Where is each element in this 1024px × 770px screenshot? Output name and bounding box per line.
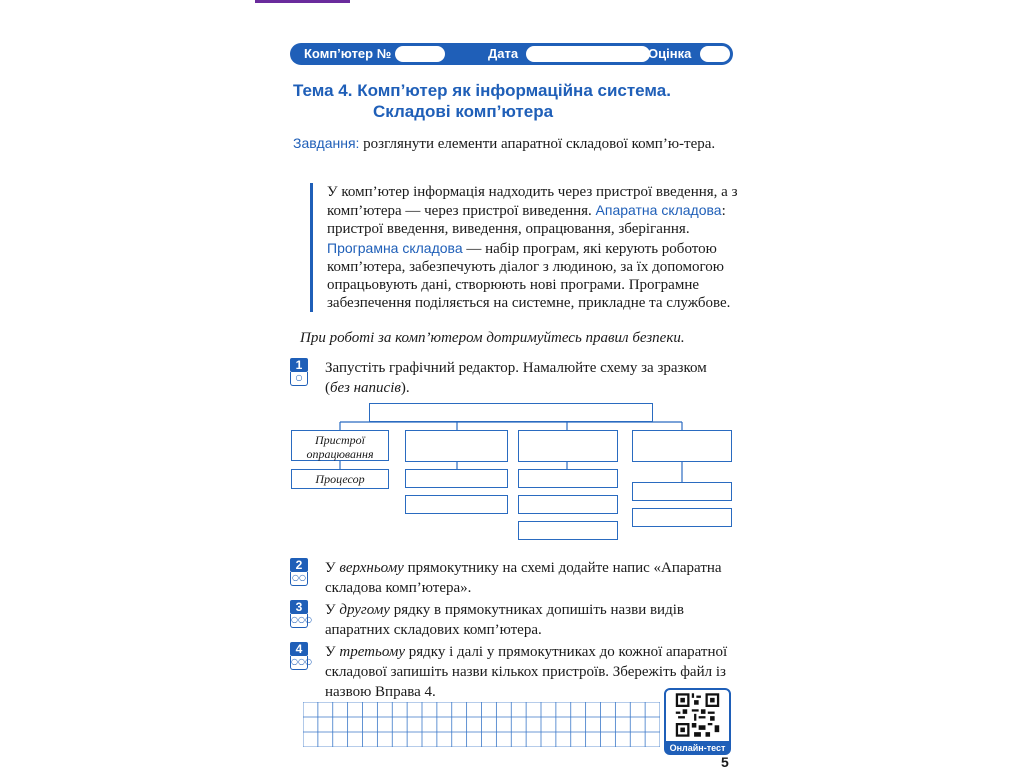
- qr-code-icon: [666, 691, 729, 739]
- topic-title-line1: Тема 4. Комп’ютер як інформаційна система.: [293, 81, 671, 100]
- safety-note: При роботі за комп’ютером дотримуйтесь правил безпеки.: [300, 330, 685, 346]
- exercise-number: 3: [290, 600, 308, 614]
- software-definition: — набір програм, які керують роботою комп’ютера, забезпечують діалог з людиною, за їх допомогою опрацьовують дані, створюють нові програми. Програмне забезпечення поділяється на системне, прикладне та службове.: [327, 240, 731, 312]
- mouse-difficulty-icon: ○○○: [290, 656, 308, 670]
- task-label: Завдання:: [293, 135, 360, 151]
- scheme-box-device: [632, 508, 732, 527]
- scheme-box-device: [518, 495, 618, 514]
- exercise-text-part: Запустіть графічний редактор. Намалюйте схему за зразком (: [325, 360, 707, 396]
- exercise-text-emphasis: без написів: [330, 380, 401, 396]
- scheme-box-processing-devices: [291, 430, 389, 461]
- scheme-box-level2: [632, 430, 732, 462]
- scheme-box-level2: [518, 430, 618, 462]
- exercise-2-text: [325, 558, 733, 598]
- exercise-text-part: У: [325, 644, 340, 660]
- scheme-top-box: [369, 403, 653, 422]
- scheme-box-label: Пристрої опрацювання: [306, 433, 374, 461]
- exercise-text-part: У: [325, 560, 340, 576]
- answer-grid[interactable]: [303, 702, 660, 747]
- exercise-3-badge: [290, 600, 311, 630]
- exercise-text-part: ).: [400, 380, 410, 396]
- scheme-box-device: [632, 482, 732, 501]
- exercise-text-part: У: [325, 602, 340, 618]
- page-number: 5: [721, 754, 729, 770]
- computer-number-label: Комп’ютер №: [304, 46, 392, 61]
- date-label: Дата: [488, 46, 519, 61]
- scheme-box-level2: [405, 430, 508, 462]
- exercise-text-emphasis: третьому: [339, 644, 405, 660]
- theory-paragraph-1: У комп’ютер інформація надходить через пристрої введення, а з комп’ютера — через пристрої виведення.: [327, 184, 738, 220]
- exercise-4-badge: [290, 642, 311, 672]
- hardware-definition: : пристрої введення, виведення, опрацювання, зберігання.: [327, 203, 726, 238]
- mouse-difficulty-icon: ○○: [290, 572, 308, 586]
- exercise-text-part: рядку і далі у прямокутниках до кожної апаратної складової запишіть назви кількох пристроїв. Збережіть файл із назвою Вправа 4.: [325, 644, 728, 700]
- task-text: розглянути елементи апаратної складової комп’ю-тера.: [359, 136, 716, 152]
- topic-title-line2: Складові комп’ютера: [373, 102, 554, 121]
- exercise-2-badge: [290, 558, 311, 588]
- scheme-box-device: [518, 469, 618, 488]
- mouse-difficulty-icon: ○○○: [290, 614, 308, 628]
- hardware-term: Апаратна складова: [595, 202, 722, 219]
- exercise-number: 1: [290, 358, 308, 372]
- scheme-box-label: Процесор: [315, 472, 365, 486]
- scheme-box-device: [518, 521, 618, 540]
- online-test-caption: Онлайн-тест: [664, 741, 731, 755]
- exercise-text-part: прямокутнику на схемі додайте напис «Апаратна складова комп’ютера».: [325, 560, 722, 596]
- exercise-3-text: [325, 600, 733, 640]
- exercise-text-part: рядку в прямокутниках допишіть назви видів апаратних складових комп’ютера.: [325, 602, 684, 638]
- exercise-number: 2: [290, 558, 308, 572]
- exercise-number: 4: [290, 642, 308, 656]
- grade-label: Оцінка: [648, 46, 692, 61]
- scheme-box-device: [405, 495, 508, 514]
- software-term: Програмна складова: [327, 239, 463, 256]
- exercise-text-emphasis: верхньому: [339, 560, 404, 576]
- online-test-qr[interactable]: [664, 688, 731, 753]
- mouse-difficulty-icon: ○: [290, 372, 308, 386]
- exercise-text-emphasis: другому: [339, 602, 390, 618]
- scheme-box-processor: [291, 469, 389, 489]
- scheme-box-device: [405, 469, 508, 488]
